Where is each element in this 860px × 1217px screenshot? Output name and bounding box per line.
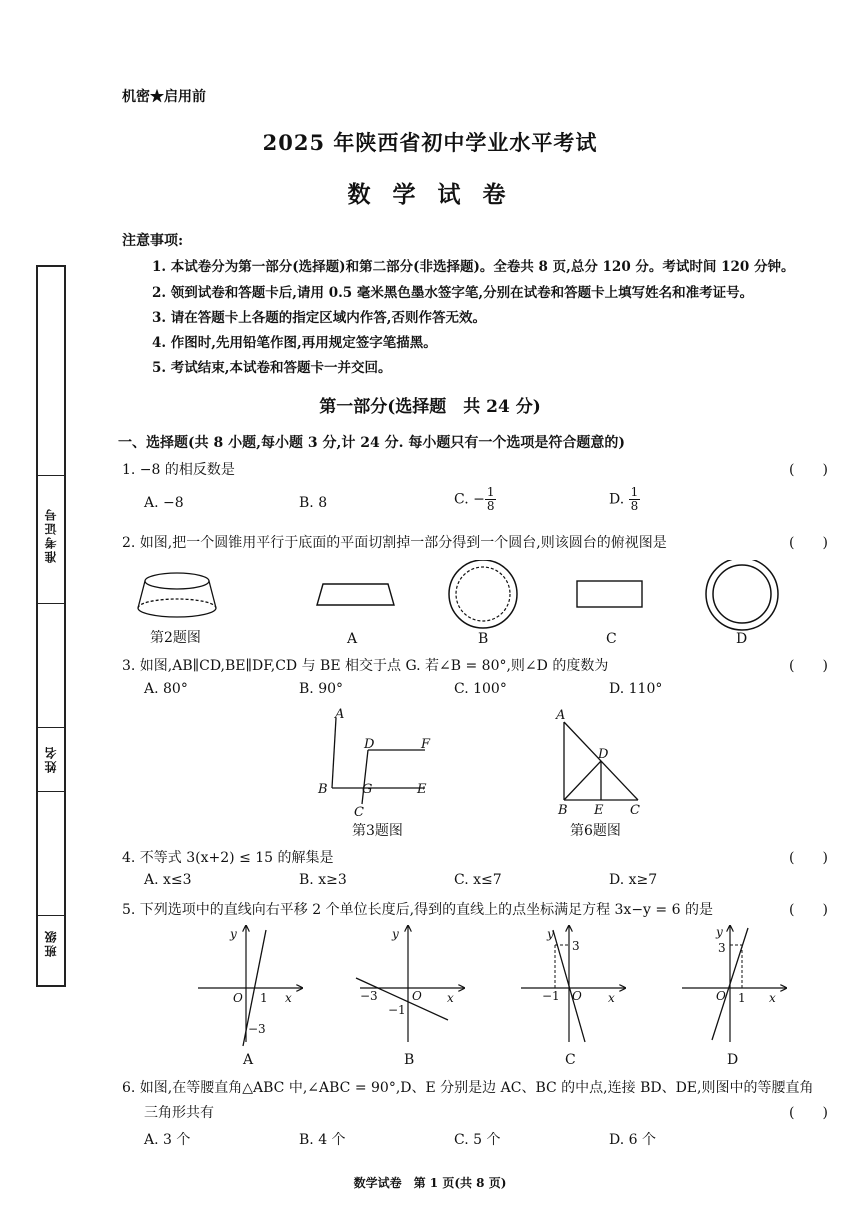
q1-option-a: A. −8 (144, 495, 184, 511)
point-d: D (598, 747, 609, 762)
q3-option-d: D. 110° (609, 681, 663, 697)
y-intercept-label: −1 (388, 1003, 406, 1017)
q3-figure-caption: 第3题图 (352, 823, 403, 839)
note-item: 4. 作图时,先用铅笔作图,再用规定签字笔描黑。 (152, 335, 437, 351)
name-label: 姓名 (44, 745, 58, 773)
answer-bracket: ( ) (789, 462, 828, 478)
circle-option-b (449, 560, 517, 628)
q2-stem: 2. 如图,把一个圆锥用平行于底面的平面切割掉一部分得到一个圆台,则该圆台的俯视图是 (122, 535, 667, 551)
q5-label-b: B (404, 1052, 415, 1068)
q6-option-a: A. 3 个 (144, 1132, 191, 1148)
q6-stem-line1: 6. 如图,在等腰直角△ABC 中,∠ABC = 90°,D、E 分别是边 AC、BC 的中点,连接 BD、DE,则图中的等腰直角 (122, 1080, 814, 1096)
x-axis-label: x (285, 991, 292, 1005)
q5-graph-a (190, 920, 310, 1050)
note-item: 5. 考试结束,本试卷和答题卡一并交回。 (152, 360, 392, 376)
note-item: 2. 领到试卷和答题卡后,请用 0.5 毫米黑色墨水签字笔,分别在试卷和答题卡上填写姓名和准考证号。 (152, 285, 754, 301)
q5-label-c: C (565, 1052, 576, 1068)
q3-option-c: C. 100° (454, 681, 507, 697)
q1-option-d: D. $\frac{1}{8}$ (609, 485, 639, 513)
q5-label-d: D (727, 1052, 739, 1068)
strip-divider (38, 603, 64, 604)
point-c: C (630, 803, 640, 818)
point-b: B (558, 803, 568, 818)
q4-option-b: B. x≥3 (299, 872, 347, 888)
point-c: C (354, 805, 364, 820)
y-axis-label: y (392, 927, 399, 941)
trapezoid-option-a (317, 584, 394, 605)
point-f: F (421, 737, 431, 752)
point-g: G (362, 782, 373, 797)
answer-bracket: ( ) (789, 902, 828, 918)
q2-label-b: B (478, 631, 489, 647)
strip-divider (38, 791, 64, 792)
q2-label-a: A (347, 631, 358, 647)
q5-graph-c (513, 920, 633, 1050)
point-e: E (417, 782, 427, 797)
q3-figure (310, 700, 460, 820)
answer-bracket: ( ) (789, 1105, 828, 1121)
q4-stem: 4. 不等式 3(x+2) ≤ 15 的解集是 (122, 850, 334, 866)
class-label: 班级 (44, 929, 58, 957)
q6-figure (548, 700, 658, 820)
q3-option-b: B. 90° (299, 681, 344, 697)
x-axis-label: x (447, 991, 454, 1005)
q6-figure-caption: 第6题图 (570, 823, 621, 839)
origin-label: O (412, 989, 422, 1003)
y-intercept-label: −3 (248, 1022, 266, 1036)
y-axis-label: y (547, 927, 554, 941)
q6-stem-line2: 三角形共有 (144, 1105, 214, 1121)
x-intercept-label: −3 (360, 989, 378, 1003)
q6-option-b: B. 4 个 (299, 1132, 346, 1148)
y-intercept-label: 3 (718, 941, 726, 955)
q2-label-d: D (736, 631, 748, 647)
origin-label: O (233, 991, 243, 1005)
q1-option-b: B. 8 (299, 495, 328, 511)
q3-stem: 3. 如图,AB∥CD,BE∥DF,CD 与 BE 相交于点 G. 若∠B = 80°,则∠D 的度数为 (122, 658, 609, 674)
q5-graph-d (674, 920, 794, 1050)
y-intercept-label: 3 (572, 939, 580, 953)
note-item: 3. 请在答题卡上各题的指定区域内作答,否则作答无效。 (152, 310, 486, 326)
x-intercept-label: 1 (738, 991, 746, 1005)
part1-title: 第一部分(选择题 共 24 分) (319, 397, 541, 417)
q4-option-c: C. x≤7 (454, 872, 502, 888)
point-a: A (556, 708, 566, 723)
strip-divider (38, 475, 64, 476)
fraction: $\frac{1}{8}$ (630, 485, 639, 513)
page-footer: 数学试卷 第 1 页(共 8 页) (353, 1176, 507, 1190)
point-d: D (364, 737, 375, 752)
q6-option-d: D. 6 个 (609, 1132, 656, 1148)
x-axis-label: x (608, 991, 615, 1005)
q1-option-c: C. − $\frac{1}{8}$ (454, 485, 495, 513)
y-axis-label: y (716, 925, 723, 939)
q2-label-c: C (606, 631, 617, 647)
point-b: B (318, 782, 328, 797)
fraction: $\frac{1}{8}$ (486, 485, 495, 513)
origin-label: O (716, 989, 726, 1003)
answer-bracket: ( ) (789, 850, 828, 866)
x-intercept-label: −1 (542, 989, 560, 1003)
exam-title: 2025 年陕西省初中学业水平考试 (262, 130, 598, 155)
answer-bracket: ( ) (789, 658, 828, 674)
q6-option-c: C. 5 个 (454, 1132, 501, 1148)
point-e: E (594, 803, 604, 818)
point-a: A (335, 707, 345, 722)
q2-figure-caption: 第2题图 (150, 630, 201, 646)
q1-stem: 1. −8 的相反数是 (122, 462, 235, 478)
strip-divider (38, 727, 64, 728)
confidential-mark: 机密★启用前 (122, 89, 206, 105)
x-intercept-label: 1 (260, 991, 268, 1005)
section-heading: 一、选择题(共 8 小题,每小题 3 分,计 24 分. 每小题只有一个选项是符合题意的) (118, 435, 625, 451)
q4-option-d: D. x≥7 (609, 872, 658, 888)
q5-graph-b (352, 920, 472, 1050)
circle-option-d (706, 560, 778, 630)
strip-divider (38, 915, 64, 916)
x-axis-label: x (769, 991, 776, 1005)
note-item: 1. 本试卷分为第一部分(选择题)和第二部分(非选择题)。全卷共 8 页,总分 120 分。考试时间 120 分钟。 (152, 259, 795, 275)
exam-subtitle: 数 学 试 卷 (347, 181, 513, 208)
answer-bracket: ( ) (789, 535, 828, 551)
rectangle-option-c (577, 581, 642, 607)
notes-heading: 注意事项: (122, 233, 184, 249)
q4-option-a: A. x≤3 (144, 872, 192, 888)
q3-option-a: A. 80° (144, 681, 188, 697)
y-axis-label: y (230, 927, 237, 941)
frustum-figure (138, 573, 216, 617)
q5-stem: 5. 下列选项中的直线向右平移 2 个单位长度后,得到的直线上的点坐标满足方程 3x−y = 6 的是 (122, 902, 713, 918)
q5-label-a: A (243, 1052, 254, 1068)
exam-number-label: 准考证号 (44, 507, 58, 563)
origin-label: O (572, 989, 582, 1003)
binding-strip (36, 265, 66, 987)
